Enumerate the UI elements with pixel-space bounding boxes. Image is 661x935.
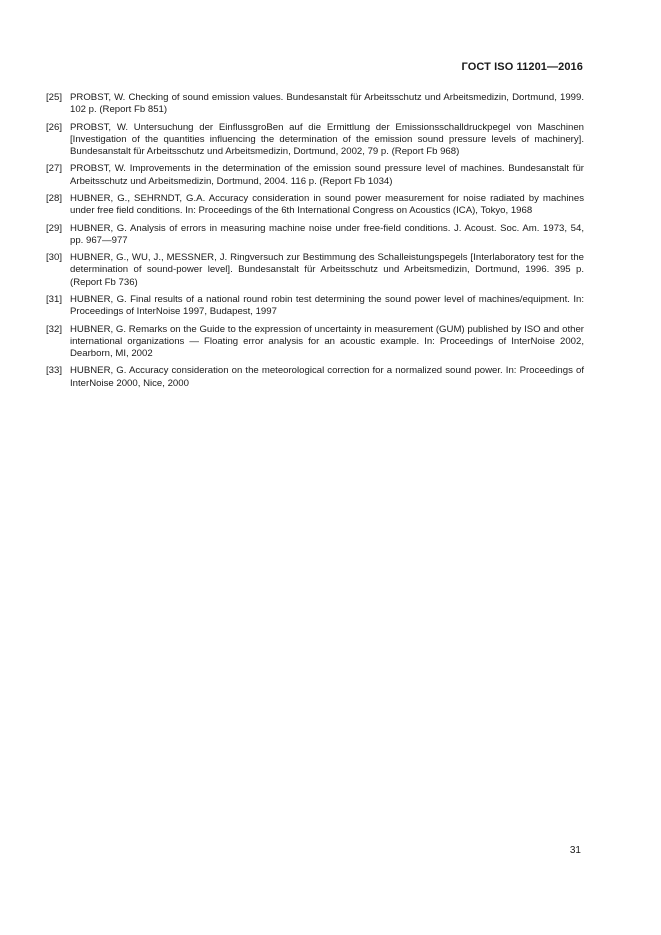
reference-text: HUBNER, G. Analysis of errors in measuring machine noise under free-field conditions. J. Acoust. Soc. Am. 1973, 54, pp. 967—977	[70, 222, 584, 246]
standard-designation: ГОСТ ISO 11201—2016	[461, 61, 583, 73]
bibliography-entry	[46, 163, 584, 187]
reference-number: [25]	[46, 92, 63, 103]
reference-text: PROBST, W. Improvements in the determination of the emission sound pressure level of machines. Bundesanstalt für Arbeitsschutz und Arbeitsmedizin, Dortmund, 2004. 116 p. (Report Fb 1034)	[70, 163, 584, 187]
bibliography-entry	[46, 365, 584, 389]
reference-number: [30]	[46, 252, 63, 264]
reference-text: PROBST, W. Checking of sound emission values. Bundesanstalt für Arbeitsschutz und Arbeitsmedizin, Dortmund, 1999. 102 p. (Report Fb 851)	[70, 92, 584, 116]
bibliography-entry	[46, 324, 584, 361]
reference-number: [31]	[46, 293, 63, 305]
reference-text: HUBNER, G., WU, J., MESSNER, J. Ringversuch zur Bestimmung des Schalleistungspegels [Interlaboratory test for the determination of sound-power level]. Bundesanstalt für Arbeitsschutz und Arbeitsmedizin, Dortmund, 1996. 395 p. (Report Fb 736)	[70, 252, 584, 288]
bibliography-entry	[46, 193, 584, 217]
reference-number: [29]	[46, 222, 63, 234]
bibliography-entry	[46, 122, 584, 159]
reference-number: [28]	[46, 192, 63, 204]
reference-text: PROBST, W. Untersuchung der EinflussgroBen auf die Ermittlung der Emissionsschalldruckpegel von Maschinen [Investigation of the quantities influencing the determination of the emission sound pressure levels of machinery]. Bundesanstalt für Arbeitsschutz und Arbeitsmedizin, Dortmund, 2002, 79 p. (Report Fb 968)	[70, 121, 584, 157]
reference-number: [32]	[46, 323, 63, 335]
reference-text: HUBNER, G. Accuracy consideration on the meteorological correction for a normalized sound power. In: Proceedings of InterNoise 2000, Nice, 2000	[70, 365, 584, 389]
bibliography-entry	[46, 294, 584, 318]
reference-text: HUBNER, G., SEHRNDT, G.A. Accuracy consideration in sound power measurement for noise radiated by machines under free field conditions. In: Proceedings of the 6th International Congress on Acoustics (ICA), Tokyo, 1968	[70, 192, 584, 217]
reference-number: [27]	[46, 163, 63, 175]
bibliography-list	[46, 92, 584, 395]
reference-number: [33]	[46, 365, 63, 377]
reference-number: [26]	[46, 121, 63, 133]
reference-text: HUBNER, G. Remarks on the Guide to the expression of uncertainty in measurement (GUM) published by ISO and other international organizations — Floating error analysis for an acoustic example. In: Proceedings of InterNoise 2002, Dearborn, MI, 2002	[70, 323, 584, 359]
reference-text: HUBNER, G. Final results of a national round robin test determining the sound power level of machines/equipment. In: Proceedings of InterNoise 1997, Budapest, 1997	[70, 293, 584, 318]
page-number: 31	[569, 845, 581, 856]
bibliography-entry	[46, 252, 584, 289]
bibliography-entry	[46, 223, 584, 247]
bibliography-entry	[46, 92, 584, 116]
